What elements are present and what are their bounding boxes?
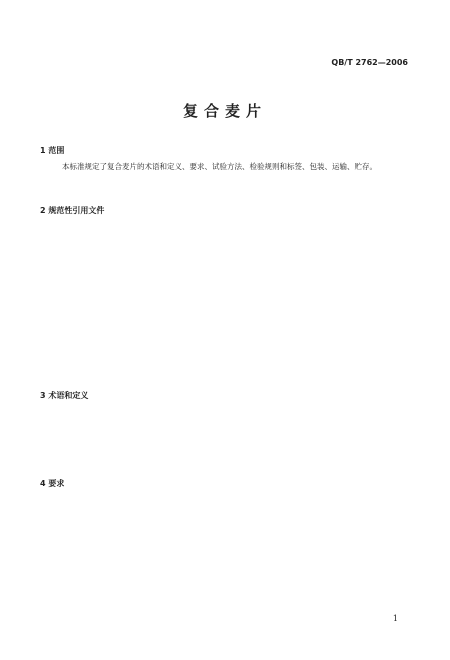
- section-heading-references: 2 规范性引用文件: [40, 206, 105, 215]
- document-title: 复合麦片: [182, 102, 267, 120]
- standard-code: QB/T 2762—2006: [331, 58, 408, 67]
- section-heading-terms: 3 术语和定义: [40, 391, 89, 400]
- scope-text: 本标准规定了复合麦片的术语和定义、要求、试验方法、检验规则和标签、包装、运输、贮存。: [62, 162, 377, 171]
- section-heading-scope: 1 范围: [40, 146, 65, 155]
- section-heading-requirements: 4 要求: [40, 479, 65, 488]
- page-number: 1: [392, 614, 398, 623]
